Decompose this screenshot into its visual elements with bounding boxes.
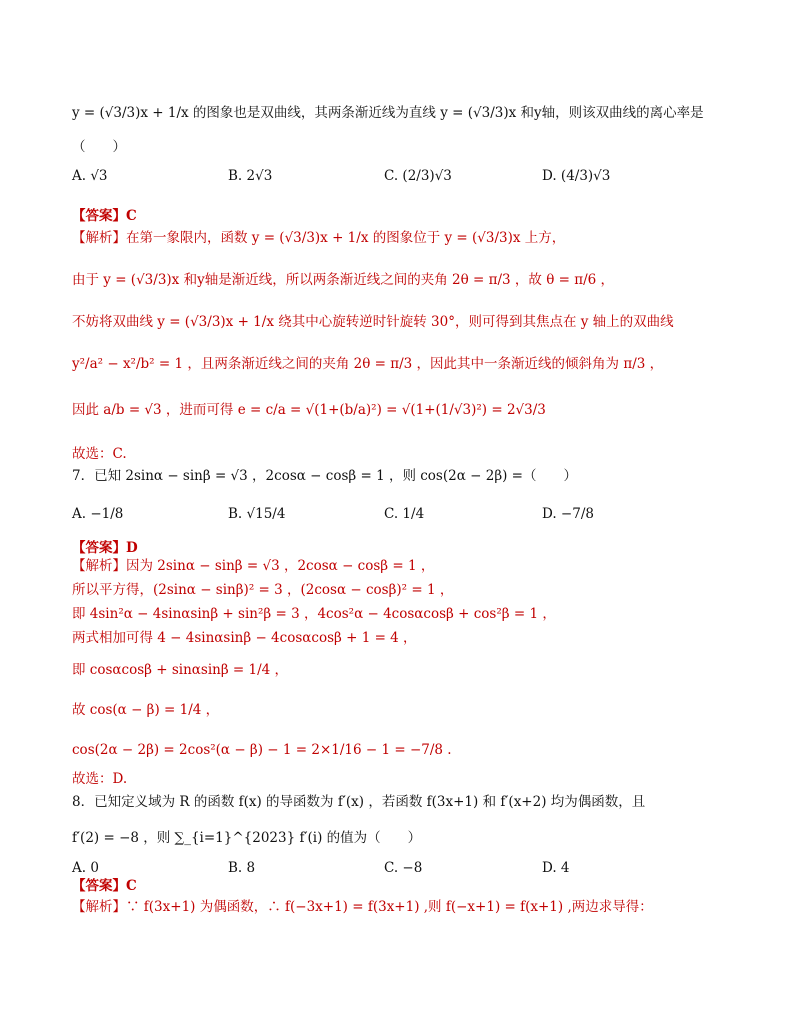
q6-option-c: C. (2/3)√3	[384, 168, 452, 184]
q6-choice: 故选：C.	[72, 446, 127, 462]
q7-option-d: D. −7/8	[542, 506, 594, 522]
q8-solution-line1: 【解析】∵ f(3x+1) 为偶函数，∴ f(−3x+1) = f(3x+1) ,则 f(−x+1) = f(x+1) ,两边求导得：	[72, 899, 653, 915]
q7-solution-line4: 两式相加可得 4 − 4sinαsinβ − 4cosαcosβ + 1 = 4 ，	[72, 630, 417, 646]
q6-solution-line3: 不妨将双曲线 y = (√3/3)x + 1/x 绕其中心旋转逆时针旋转 30°，则可得到其焦点在 y 轴上的双曲线	[72, 314, 674, 330]
q6-stem-line2: （ ）	[72, 139, 126, 155]
q7-choice: 故选：D.	[72, 771, 128, 787]
q6-option-a: A. √3	[72, 168, 108, 184]
q8-option-a: A. 0	[72, 860, 99, 876]
q7-solution-line2: 所以平方得，(2sinα − sinβ)² = 3 ，(2cosα − cosβ)² = 1 ，	[72, 582, 454, 598]
q7-solution-line3: 即 4sin²α − 4sinαsinβ + sin²β = 3 ，4cos²α − 4cosαcosβ + cos²β = 1 ，	[72, 606, 556, 622]
q8-option-c: C. −8	[384, 860, 423, 876]
q7-solution-line6: 故 cos(α − β) = 1/4 ，	[72, 702, 220, 718]
q7-answer: 【答案】D	[72, 540, 138, 556]
q8-option-d: D. 4	[542, 860, 570, 876]
q7-solution-line5: 即 cosαcosβ + sinαsinβ = 1/4 ，	[72, 662, 289, 678]
q6-solution-line5: 因此 a/b = √3 ，进而可得 e = c/a = √(1+(b/a)²) = √(1+(1/√3)²) = 2√3/3	[72, 402, 546, 418]
q7-option-b: B. √15/4	[228, 506, 286, 522]
q6-stem-line1: y = (√3/3)x + 1/x 的图象也是双曲线，其两条渐近线为直线 y = (√3/3)x 和y轴，则该双曲线的离心率是	[72, 105, 704, 121]
q7-option-a: A. −1/8	[72, 506, 124, 522]
q8-stem-line2: f′(2) = −8 ，则 ∑_{i=1}^{2023} f′(i) 的值为（ ）	[72, 830, 422, 846]
q6-solution-line4: y²/a² − x²/b² = 1 ，且两条渐近线之间的夹角 2θ = π/3 ，因此其中一条渐近线的倾斜角为 π/3 ，	[72, 356, 664, 372]
q8-stem-line1: 8．已知定义域为 R 的函数 f(x) 的导函数为 f′(x) ，若函数 f(3x+1) 和 f′(x+2) 均为偶函数，且	[72, 794, 646, 810]
q6-solution-line2: 由于 y = (√3/3)x 和y轴是渐近线，所以两条渐近线之间的夹角 2θ = π/3 ，故 θ = π/6 ，	[72, 272, 615, 288]
q6-option-b: B. 2√3	[228, 168, 273, 184]
q8-option-b: B. 8	[228, 860, 256, 876]
q8-answer: 【答案】C	[72, 878, 137, 894]
q7-solution-line7: cos(2α − 2β) = 2cos²(α − β) − 1 = 2×1/16 − 1 = −7/8 .	[72, 742, 452, 758]
q6-option-d: D. (4/3)√3	[542, 168, 611, 184]
q7-stem: 7．已知 2sinα − sinβ = √3 ，2cosα − cosβ = 1 ，则 cos(2α − 2β) =（ ）	[72, 468, 577, 484]
q6-solution-line1: 【解析】在第一象限内，函数 y = (√3/3)x + 1/x 的图象位于 y = (√3/3)x 上方，	[72, 230, 566, 246]
q6-answer: 【答案】C	[72, 208, 137, 224]
q7-option-c: C. 1/4	[384, 506, 425, 522]
q7-solution-line1: 【解析】因为 2sinα − sinβ = √3 ，2cosα − cosβ = 1 ，	[72, 558, 435, 574]
